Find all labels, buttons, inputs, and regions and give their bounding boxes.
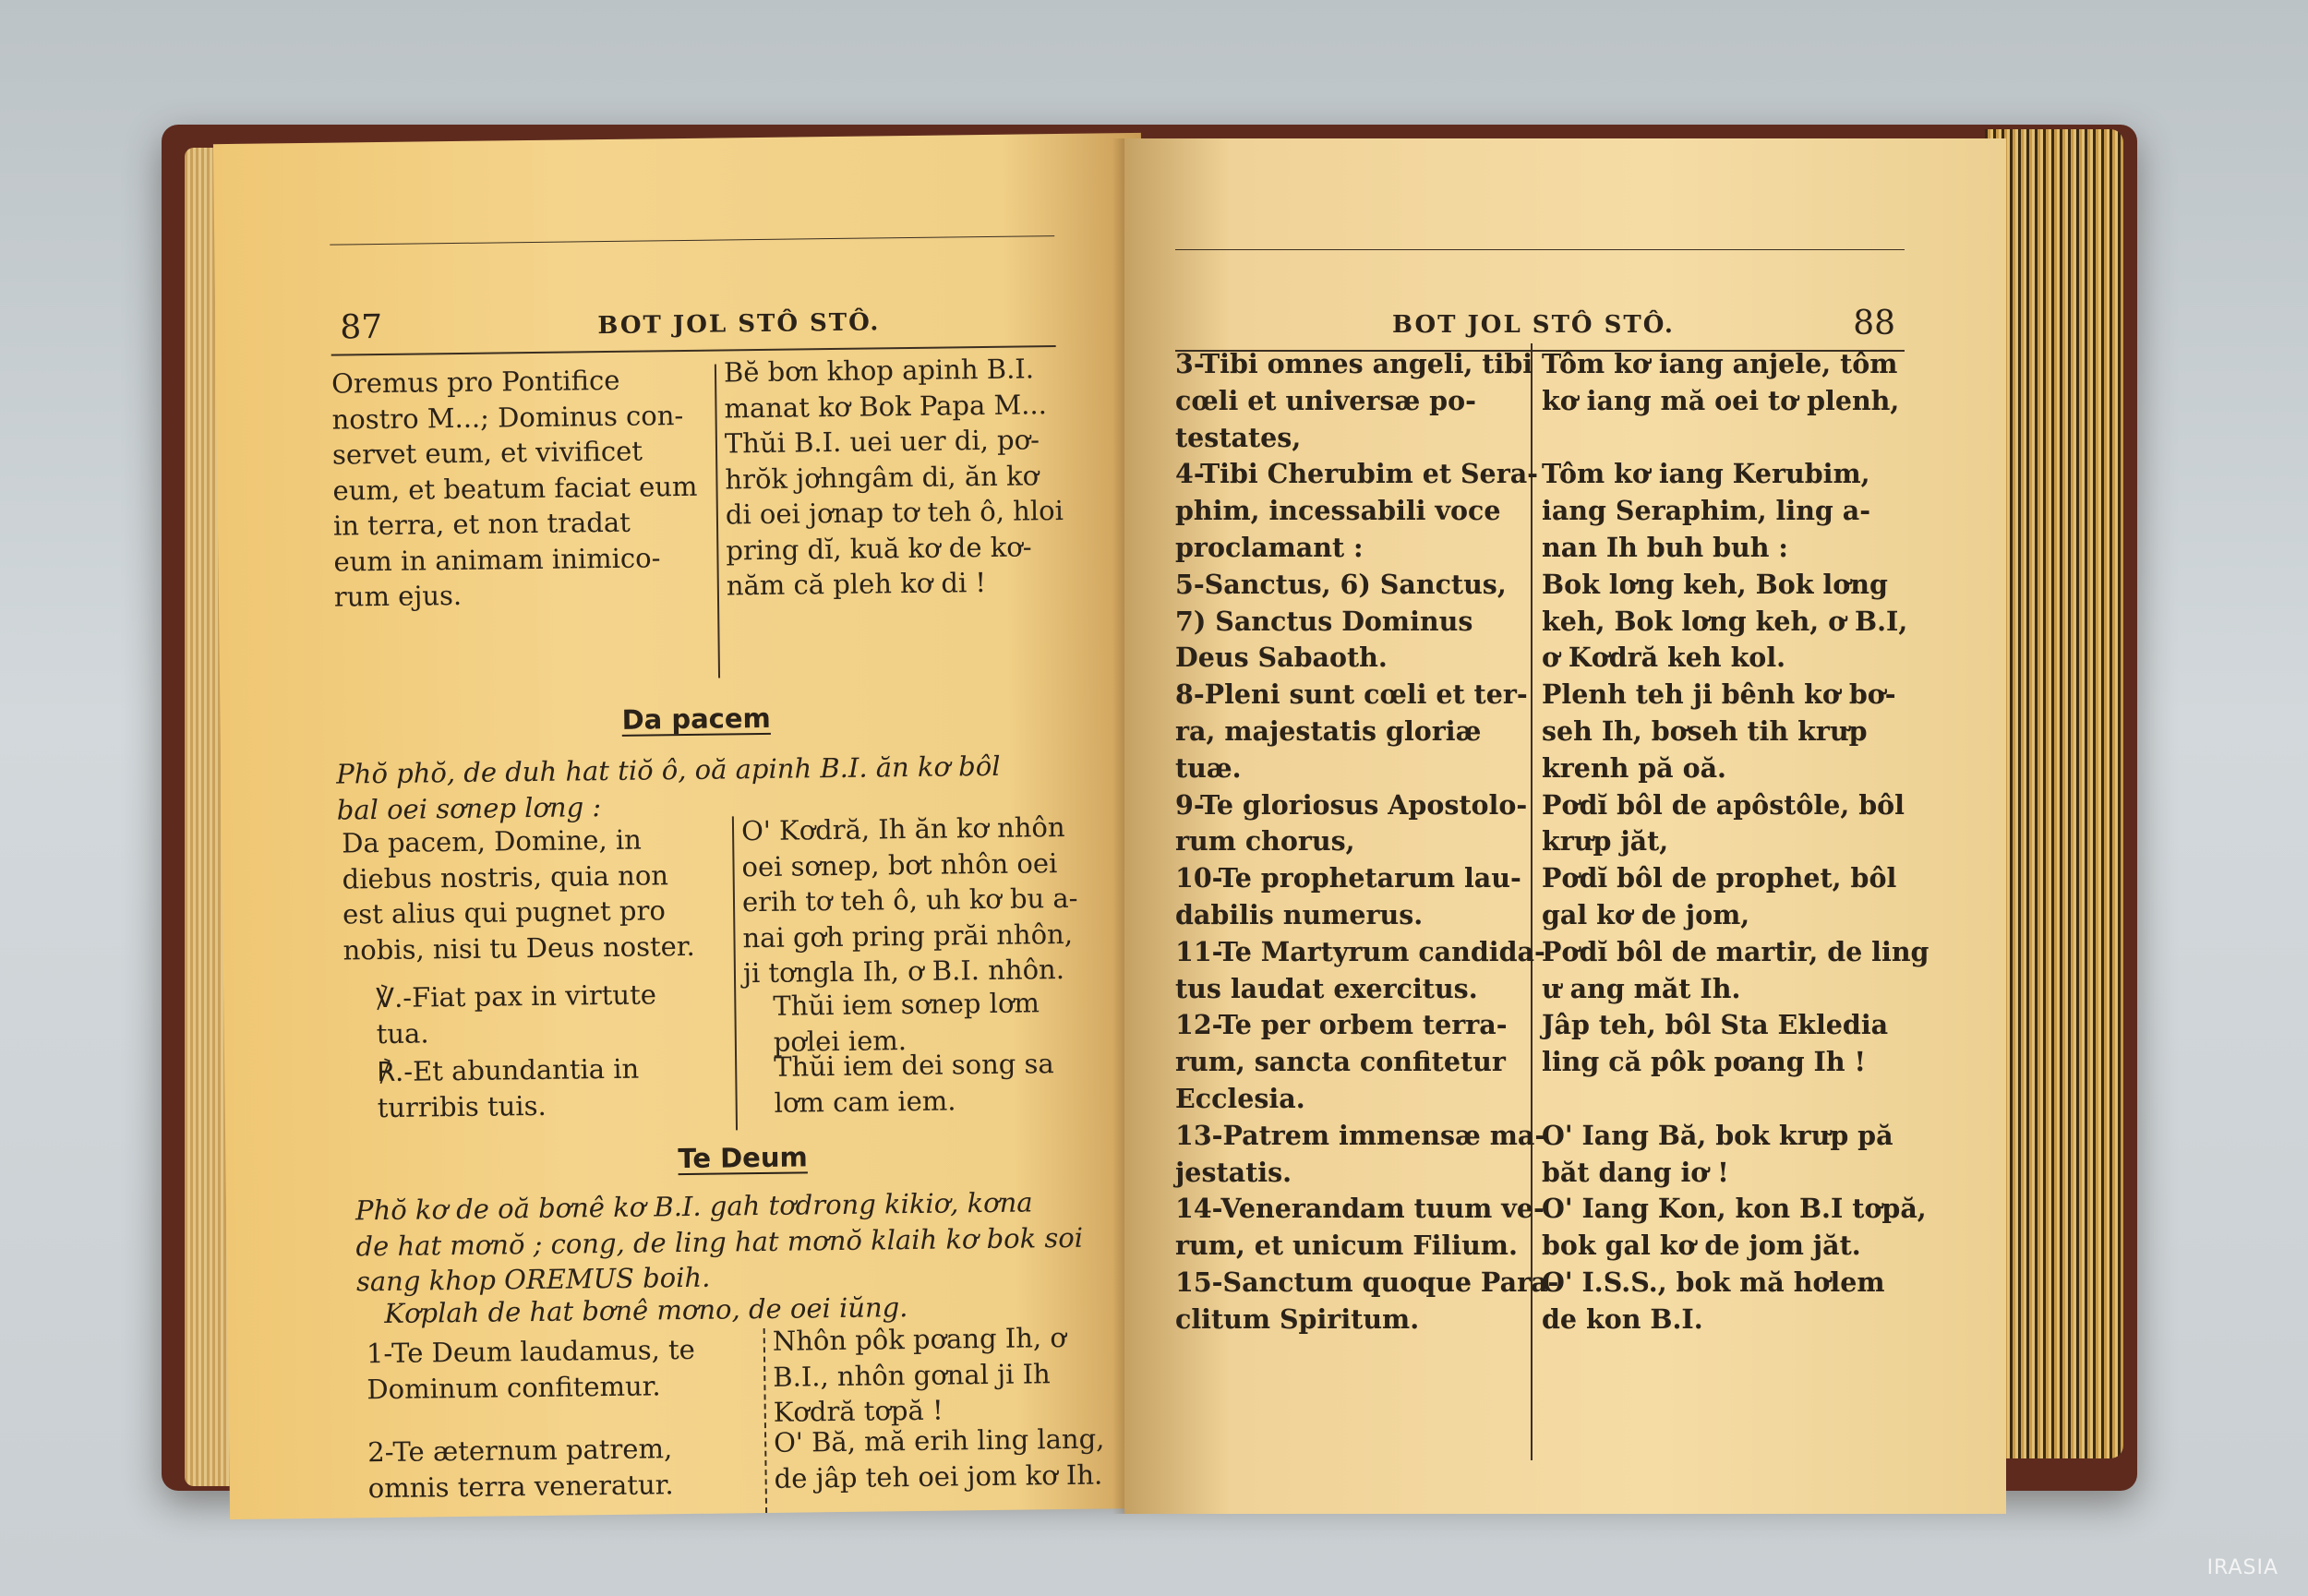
- text-line: Bĕ bơn khop apinh B.I.: [723, 353, 1035, 389]
- heading-te-deum: Te Deum: [678, 1141, 808, 1175]
- text-line: 13-Patrem immensæ ma-: [1175, 1119, 1546, 1151]
- text-line: servet eum, et vivificet: [331, 435, 643, 471]
- text-line: ℟.-Et abundantia in: [377, 1052, 640, 1088]
- text-line: 11-Te Martyrum candida-: [1175, 935, 1545, 967]
- te-deum-bahnar-verses: [1542, 346, 1929, 1338]
- left-page-number: 87: [340, 307, 383, 347]
- text-line: cœli et universæ po-: [1175, 384, 1476, 416]
- te-deum-bahnar-2: [774, 1422, 1105, 1496]
- text-line: sang khop OREMUS boih.: [355, 1261, 711, 1298]
- heading-da-pacem: Da pacem: [621, 702, 771, 736]
- text-line: tua.: [376, 1016, 429, 1050]
- text-line: Bok lơng keh, Bok lơng: [1542, 568, 1888, 600]
- text-line: 1-Te Deum laudamus, te: [366, 1333, 696, 1370]
- text-line: nai gơh pring prăi nhôn,: [742, 918, 1074, 954]
- text-line: Thŭi B.I. uei uer di, pơ-: [724, 424, 1040, 460]
- column-rule-dashed: [763, 1328, 767, 1513]
- text-line: de kon B.I.: [1542, 1302, 1703, 1335]
- text-line: tuæ.: [1175, 751, 1242, 784]
- text-line: 4-Tibi Cherubim et Sera-: [1175, 458, 1539, 490]
- text-line: Kơdră tơpă !: [773, 1394, 944, 1428]
- text-line: Tôm kơ iang anjele, tôm: [1542, 348, 1898, 379]
- text-line: in terra, et non tradat: [332, 506, 631, 542]
- text-line: tus laudat exercitus.: [1175, 972, 1478, 1004]
- text-line: băt dang iơ !: [1542, 1156, 1729, 1188]
- left-running-title: BOT JOL STÔ STÔ.: [597, 308, 881, 341]
- text-line: Pơdĭ bôl de apôstôle, bôl: [1542, 788, 1905, 821]
- text-line: pring dĭ, kuă kơ de kơ-: [726, 530, 1032, 566]
- text-line: rum, et unicum Filium.: [1175, 1230, 1518, 1262]
- text-line: 3-Tibi omnes angeli, tibi: [1175, 348, 1533, 379]
- left-running-head: [330, 235, 1055, 356]
- da-pacem-latin-response: [377, 1051, 640, 1125]
- left-page: [213, 133, 1158, 1519]
- text-line: rum, sancta confitetur: [1175, 1046, 1506, 1078]
- text-line: bok gal kơ de jom jăt.: [1542, 1230, 1861, 1262]
- te-deum-latin-verses: [1175, 346, 1558, 1338]
- text-line: ư ang măt Ih.: [1542, 972, 1741, 1004]
- text-line: eum in animam inimico-: [333, 541, 661, 578]
- text-line: O' Iang Bă, bok krưp pă: [1542, 1119, 1893, 1151]
- text-line: krenh pă oă.: [1542, 751, 1726, 784]
- text-line: kơ iang mă oei tơ plenh,: [1542, 384, 1900, 416]
- text-line: keh, Bok lơng keh, ơ B.I,: [1542, 605, 1908, 637]
- text-line: de hat mơnŏ ; cong, de ling hat mơnŏ klaih kơ bok soi: [355, 1221, 1084, 1262]
- te-deum-bahnar-1: [773, 1320, 1067, 1430]
- text-line: 10-Te prophetarum lau-: [1175, 862, 1521, 894]
- text-line: O' I.S.S., bok mă hơlem: [1542, 1266, 1885, 1298]
- right-running-title: BOT JOL STÔ STÔ.: [1392, 311, 1675, 339]
- text-line: ℣.-Fiat pax in virtute: [376, 978, 657, 1014]
- text-line: est alius qui pugnet pro: [342, 894, 666, 930]
- text-line: bal oei sơnep lơng :: [336, 790, 602, 826]
- text-line: clitum Spiritum.: [1175, 1302, 1420, 1335]
- text-line: seh Ih, bơseh tih krưp: [1542, 714, 1868, 747]
- text-line: 8-Pleni sunt cœli et ter-: [1175, 678, 1528, 711]
- text-line: diebus nostris, quia non: [342, 858, 669, 895]
- text-line: ơ Kơdră keh kol.: [1542, 642, 1786, 674]
- text-line: 5-Sanctus, 6) Sanctus,: [1175, 568, 1507, 600]
- text-line: Pơdĭ bôl de martir, de ling: [1542, 935, 1929, 967]
- text-line: Deus Sabaoth.: [1175, 642, 1388, 674]
- column-rule: [715, 365, 720, 678]
- text-line: di oei jơnap tơ teh ô, hloi: [725, 494, 1064, 531]
- text-line: O' Iang Kon, kon B.I tơpă,: [1542, 1193, 1927, 1225]
- text-line: Thŭi iem sơnep lơm: [773, 987, 1040, 1022]
- text-line: proclamant :: [1175, 531, 1364, 563]
- text-line: Pơdĭ bôl de prophet, bôl: [1542, 862, 1897, 894]
- text-line: O' Bă, mă erih ling lang,: [773, 1422, 1105, 1458]
- text-line: omnis terra veneratur.: [367, 1468, 674, 1504]
- text-line: dabilis numerus.: [1175, 898, 1424, 930]
- da-pacem-bahnar: [741, 810, 1079, 991]
- text-line: ra, majestatis gloriæ: [1175, 714, 1482, 747]
- text-line: lơm cam iem.: [774, 1084, 956, 1119]
- text-line: nobis, nisi tu Deus noster.: [343, 930, 695, 966]
- text-line: Phŏ kơ de oă bơnê kơ B.I. gah tơdrong kikiơ, kơna: [355, 1186, 1033, 1227]
- text-line: 2-Te æternum patrem,: [367, 1433, 673, 1469]
- text-line: 14-Venerandam tuum ve-: [1175, 1193, 1545, 1225]
- text-line: Plenh teh ji bênh kơ bơ-: [1542, 678, 1896, 711]
- text-line: 15-Sanctum quoque Para-: [1175, 1266, 1559, 1298]
- text-line: nostro M...; Dominus con-: [331, 399, 684, 436]
- text-line: gal kơ de jom,: [1542, 898, 1750, 930]
- text-line: eum, et beatum faciat eum: [332, 470, 698, 507]
- text-line: nan Ih buh buh :: [1542, 531, 1788, 563]
- oremus-latin: [331, 362, 699, 615]
- te-deum-intro-2: Kơplah de hat bơnê mơno, de oei iŭng.: [384, 1291, 908, 1330]
- text-line: Dominum confitemur.: [367, 1369, 661, 1405]
- text-line: [1542, 1081, 1929, 1118]
- text-line: iang Seraphim, ling a-: [1542, 495, 1871, 527]
- text-line: ji tơngla Ih, ơ B.I. nhôn.: [742, 953, 1065, 990]
- text-line: phim, incessabili voce: [1175, 495, 1501, 527]
- text-line: 9-Te gloriosus Apostolo-: [1175, 788, 1528, 821]
- text-line: erih tơ teh ô, uh kơ bu a-: [741, 882, 1078, 918]
- right-page: [1124, 138, 2006, 1514]
- text-line: rum chorus,: [1175, 825, 1355, 858]
- text-line: de jâp teh oei jom kơ Ih.: [774, 1458, 1103, 1494]
- text-line: Jâp teh, bôl Sta Ekledia: [1542, 1009, 1889, 1041]
- te-deum-latin-2: [367, 1431, 674, 1506]
- da-pacem-latin: [342, 822, 695, 968]
- text-line: ling că pôk pơang Ih !: [1542, 1046, 1867, 1078]
- text-line: jestatis.: [1175, 1156, 1292, 1188]
- text-line: 12-Te per orbem terra-: [1175, 1009, 1508, 1041]
- text-line: rum ejus.: [333, 579, 463, 613]
- text-line: Nhôn pôk pơang Ih, ơ: [772, 1322, 1067, 1357]
- text-line: Ecclesia.: [1175, 1082, 1305, 1114]
- text-line: krưp jăt,: [1542, 825, 1669, 858]
- text-line: turribis tuis.: [377, 1089, 547, 1123]
- text-line: manat kơ Bok Papa M...: [724, 388, 1048, 424]
- text-line: testates,: [1175, 421, 1302, 453]
- text-line: 7) Sanctus Dominus: [1175, 605, 1473, 637]
- text-line: O' Kơdră, Ih ăn kơ nhôn: [740, 810, 1065, 847]
- text-line: Oremus pro Pontifice: [331, 364, 620, 400]
- text-line: oei sơnep, bơt nhôn oei: [741, 846, 1058, 882]
- text-line: năm că pleh kơ di !: [726, 567, 987, 602]
- watermark: IRASIA: [2206, 1556, 2278, 1579]
- text-line: Da pacem, Domine, in: [341, 823, 643, 859]
- text-line: Tôm kơ iang Kerubim,: [1542, 458, 1870, 490]
- text-line: pơlei iem.: [773, 1024, 908, 1058]
- te-deum-latin-1: [367, 1332, 696, 1407]
- te-deum-intro: [355, 1184, 1084, 1300]
- right-page-number: 88: [1853, 305, 1895, 342]
- da-pacem-bahnar-response: [774, 1046, 1054, 1121]
- oremus-bahnar: [724, 351, 1064, 604]
- text-line: B.I., nhôn gơnal ji Ih: [773, 1357, 1051, 1393]
- text-line: Thŭi iem dei song sa: [773, 1048, 1054, 1083]
- text-line: [1542, 420, 1929, 457]
- right-running-head: [1175, 249, 1905, 352]
- da-pacem-latin-versicle: [376, 977, 657, 1051]
- text-line: Phŏ phŏ, de duh hat tiŏ ô, oă apinh B.I. ăn kơ bôl: [336, 750, 1001, 790]
- text-line: hrŏk jơhngâm di, ăn kơ: [725, 459, 1040, 495]
- column-rule: [732, 816, 738, 1130]
